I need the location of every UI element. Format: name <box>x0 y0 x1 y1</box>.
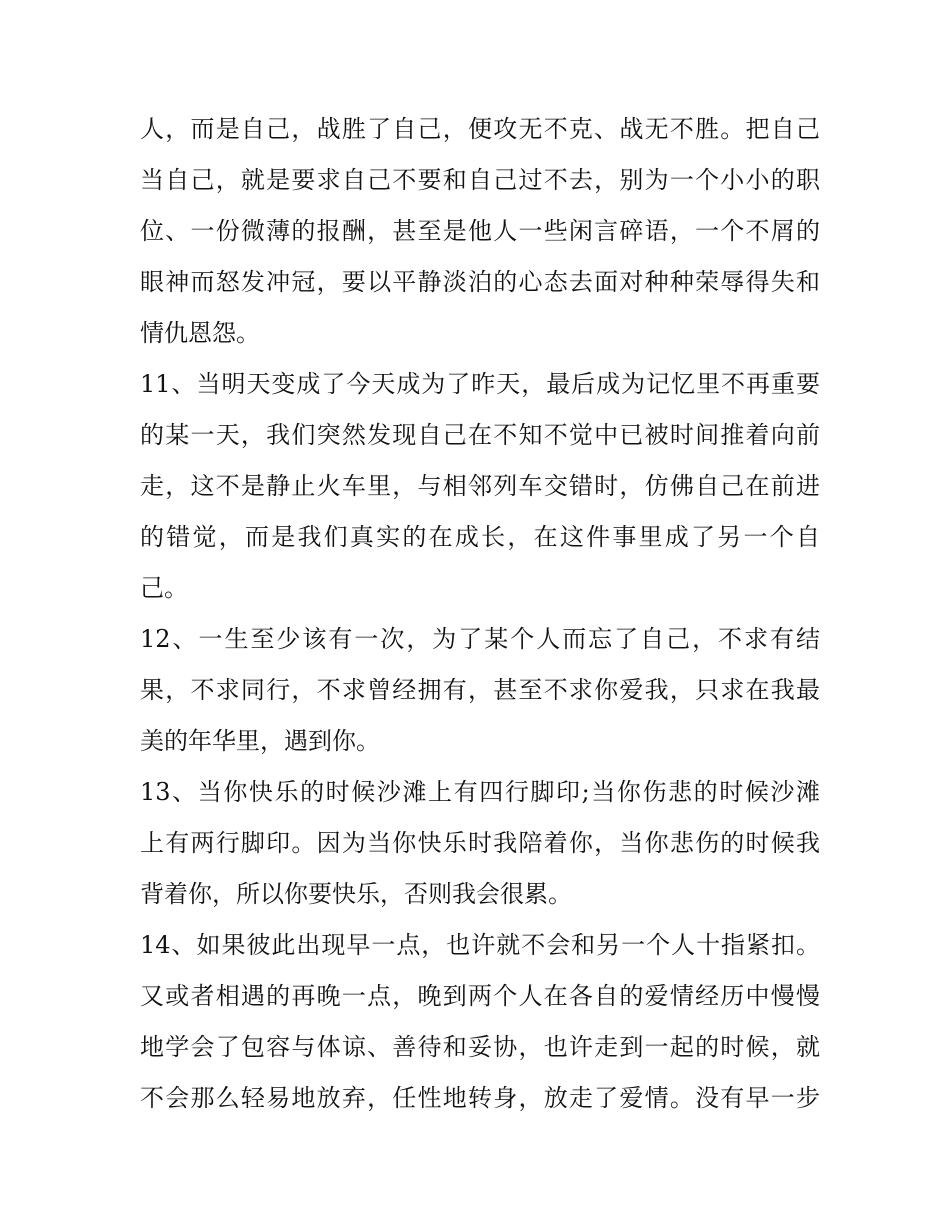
body-text <box>140 104 820 1124</box>
text-line: 情仇恩怨。 <box>140 319 260 347</box>
text-line: 位、一份微薄的报酬，甚至是他人一些闲言碎语，一个不屑的 <box>140 217 820 245</box>
text-line: 背着你，所以你要快乐，否则我会很累。 <box>140 880 572 908</box>
text-line: 的错觉，而是我们真实的在成长，在这件事里成了另一个自 <box>140 523 820 551</box>
text-line: 果，不求同行，不求曾经拥有，甚至不求你爱我，只求在我最 <box>140 676 820 704</box>
text-line: 又或者相遇的再晚一点，晚到两个人在各自的爱情经历中慢慢 <box>140 982 820 1010</box>
text-line: 14、如果彼此出现早一点，也许就不会和另一个人十指紧扣。 <box>140 931 820 959</box>
text-line: 地学会了包容与体谅、善待和妥协，也许走到一起的时候，就 <box>140 1033 820 1061</box>
text-line: 美的年华里，遇到你。 <box>140 727 380 755</box>
text-line: 走，这不是静止火车里，与相邻列车交错时，仿佛自己在前进 <box>140 472 820 500</box>
text-line: 人，而是自己，战胜了自己，便攻无不克、战无不胜。把自己 <box>140 115 820 143</box>
text-line: 不会那么轻易地放弃，任性地转身，放走了爱情。没有早一步 <box>140 1084 820 1112</box>
text-line: 13、当你快乐的时候沙滩上有四行脚印;当你伤悲的时候沙滩 <box>140 778 820 806</box>
text-line: 当自己，就是要求自己不要和自己过不去，别为一个小小的职 <box>140 166 820 194</box>
text-line: 上有两行脚印。因为当你快乐时我陪着你，当你悲伤的时候我 <box>140 829 820 857</box>
text-line: 眼神而怒发冲冠，要以平静淡泊的心态去面对种种荣辱得失和 <box>140 268 820 296</box>
text-line: 11、当明天变成了今天成为了昨天，最后成为记忆里不再重要 <box>140 370 820 398</box>
text-line: 12、一生至少该有一次，为了某个人而忘了自己，不求有结 <box>140 625 820 653</box>
text-line: 的某一天，我们突然发现自己在不知不觉中已被时间推着向前 <box>140 421 820 449</box>
text-line: 己。 <box>140 574 188 602</box>
